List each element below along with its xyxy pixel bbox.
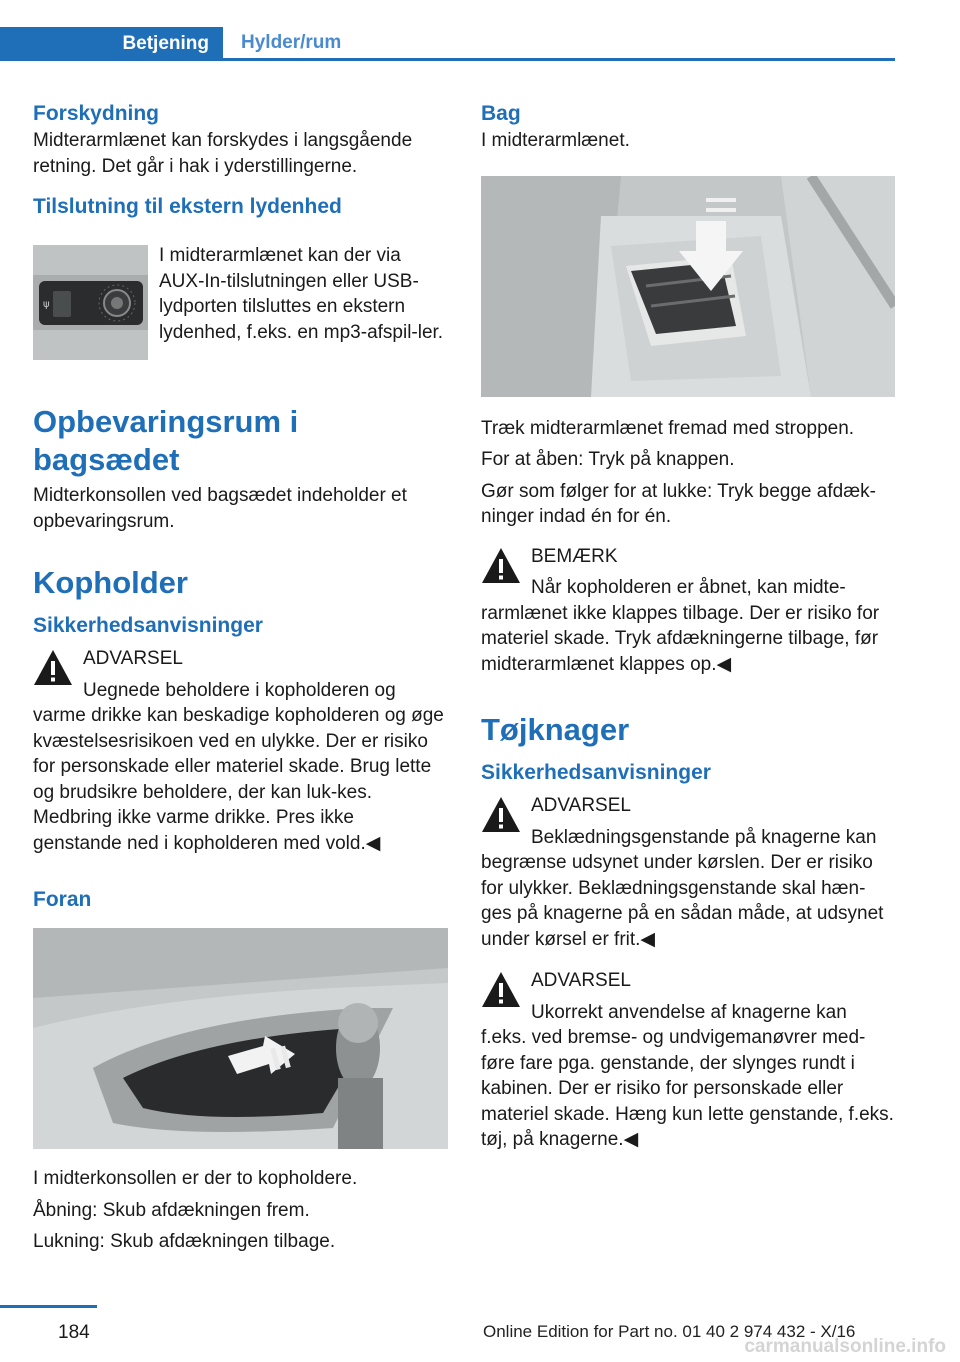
right-column bbox=[481, 100, 896, 1153]
tojknager-title: Tøjknager bbox=[481, 712, 630, 747]
bag-text-2: For at åben: Tryk på knappen. bbox=[481, 449, 735, 470]
kopholder-sikkerhed-title: Sikkerhedsanvisninger bbox=[33, 614, 263, 637]
tojknager-warning-2 bbox=[481, 968, 896, 1153]
warning-triangle-icon bbox=[481, 546, 521, 586]
bag-title: Bag bbox=[481, 102, 521, 125]
header-tabbar bbox=[0, 27, 895, 61]
bag-text: I midterarmlænet. bbox=[481, 130, 630, 151]
warning-2-text: Ukorrekt anvendelse af knagerne kan f.eks. ved bremse- og undvigemanøvrer med‐føre fare pga. genstande, der slynges rundt i kabinen. Der er risiko for personskade eller materiel skade. Hæng kun lette genstande, f.eks. tøj, på knagerne.◀ bbox=[481, 1001, 894, 1150]
warning-2-label: ADVARSEL bbox=[531, 970, 631, 991]
front-cupholder-image bbox=[33, 928, 448, 1149]
note-label: BEMÆRK bbox=[531, 545, 618, 567]
watermark: carmanualsonline.info bbox=[744, 1336, 946, 1357]
foran-text-2: Åbning: Skub afdækningen frem. bbox=[33, 1199, 310, 1221]
tilslutning-title: Tilslutning til ekstern lydenhed bbox=[33, 195, 342, 218]
warning-triangle-icon bbox=[33, 648, 73, 688]
forskydning-text: Midterarmlænet kan forskydes i langsgående retning. Det går i hak i yderstillingerne. bbox=[33, 130, 413, 177]
tilslutning-text: I midterarmlænet kan der via AUX-In-tilslutningen eller USB-lydporten tilsluttes en ekstern lydenhed, f.eks. en mp3-afspil‐ler. bbox=[159, 245, 444, 343]
kopholder-title: Kopholder bbox=[33, 565, 188, 600]
page-number: 184 bbox=[58, 1322, 90, 1343]
aux-usb-port-image bbox=[33, 245, 148, 360]
header-rule bbox=[0, 58, 895, 61]
bag-text-1: Træk midterarmlænet fremad med stroppen. bbox=[481, 417, 855, 439]
warning-1-label: ADVARSEL bbox=[531, 795, 631, 816]
foran-text-3: Lukning: Skub afdækningen tilbage. bbox=[33, 1231, 336, 1252]
warning-label: ADVARSEL bbox=[83, 648, 183, 669]
tojknager-warning-1 bbox=[481, 793, 896, 952]
footer-rule bbox=[0, 1305, 97, 1308]
bag-note bbox=[481, 544, 896, 678]
warning-triangle-icon bbox=[481, 795, 521, 835]
warning-text: Uegnede beholdere i kopholderen og varme drikke kan beskadige kopholderen og øge kvæstelsesrisikoen ved en ulykke. Der er risiko for personskade eller materiel skade. Brug lette og brudsikre beholdere, der kan luk‐kes. Medbring ikke varme drikke. Pres ikke genstande ned i kopholderen med vold.◀ bbox=[33, 679, 444, 854]
bag-text-3: Gør som følger for at lukke: Tryk begge afdæk‐ninger indad én for én. bbox=[481, 480, 876, 527]
svg-text:ψ: ψ bbox=[43, 299, 50, 310]
tilslutning-block bbox=[33, 221, 448, 371]
opbevaring-title: Opbevaringsrum i bagsædet bbox=[33, 404, 299, 477]
note-text: Når kopholderen er åbnet, kan midte‐rarmlænet ikke klappes tilbage. Der er risiko for materiel skade. Tryk afdækningerne tilbage, før midterarmlænet klappes op.◀ bbox=[481, 577, 880, 675]
kopholder-warning bbox=[33, 646, 448, 856]
edition-text: Online Edition for Part no. 01 40 2 974 432 - X/16 bbox=[483, 1322, 856, 1341]
warning-1-text: Beklædningsgenstande på knagerne kan begrænse udsynet under kørslen. Der er risiko for ulykker. Beklædningsgenstande skal hæn‐ges på knagerne på en sådan måde, at udsynet under kørsel er frit.◀ bbox=[481, 826, 884, 950]
foran-title: Foran bbox=[33, 888, 92, 911]
rear-armrest-image bbox=[481, 176, 895, 397]
tab-hylder-rum[interactable] bbox=[241, 27, 341, 58]
tab-hylder-rum-label: Hylder/rum bbox=[241, 32, 342, 53]
warning-triangle-icon bbox=[481, 970, 521, 1010]
tab-betjening-label: Betjening bbox=[122, 33, 209, 54]
tab-betjening[interactable] bbox=[0, 27, 223, 61]
opbevaring-text: Midterkonsollen ved bagsædet indeholder et opbevaringsrum. bbox=[33, 485, 407, 532]
left-column bbox=[33, 100, 448, 1255]
foran-text-1: I midterkonsollen er der to kopholdere. bbox=[33, 1168, 358, 1189]
tojknager-sikkerhed-title: Sikkerhedsanvisninger bbox=[481, 761, 711, 784]
forskydning-title: Forskydning bbox=[33, 102, 160, 125]
